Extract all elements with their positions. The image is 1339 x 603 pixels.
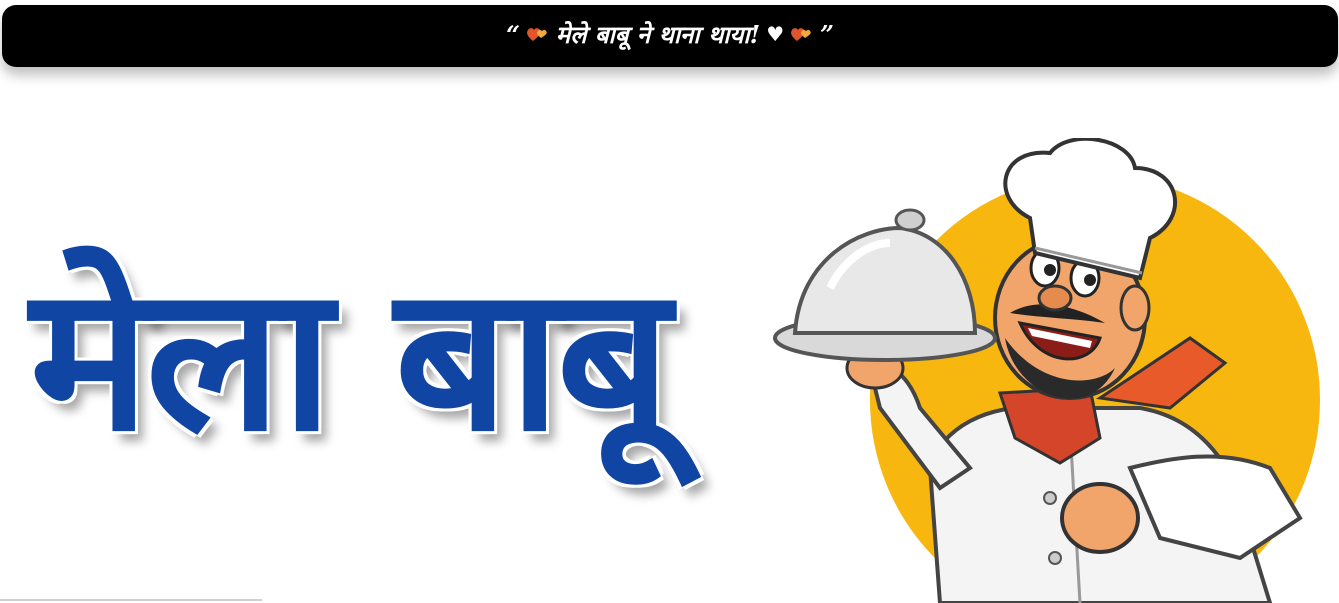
double-heart-icon — [790, 25, 814, 43]
close-quote: ” — [820, 19, 834, 49]
heart-icon: ♥ — [766, 22, 785, 46]
double-heart-icon — [526, 25, 550, 43]
tagline — [506, 18, 834, 51]
tagline-text: मेले बाबू ने थाना थाया! — [555, 19, 761, 49]
chef-mascot-illustration — [770, 138, 1339, 603]
bottom-divider — [0, 599, 262, 601]
tagline-banner — [2, 5, 1338, 67]
open-quote: “ — [506, 19, 520, 49]
brand-logo-text: मेला बाबू — [30, 243, 667, 476]
